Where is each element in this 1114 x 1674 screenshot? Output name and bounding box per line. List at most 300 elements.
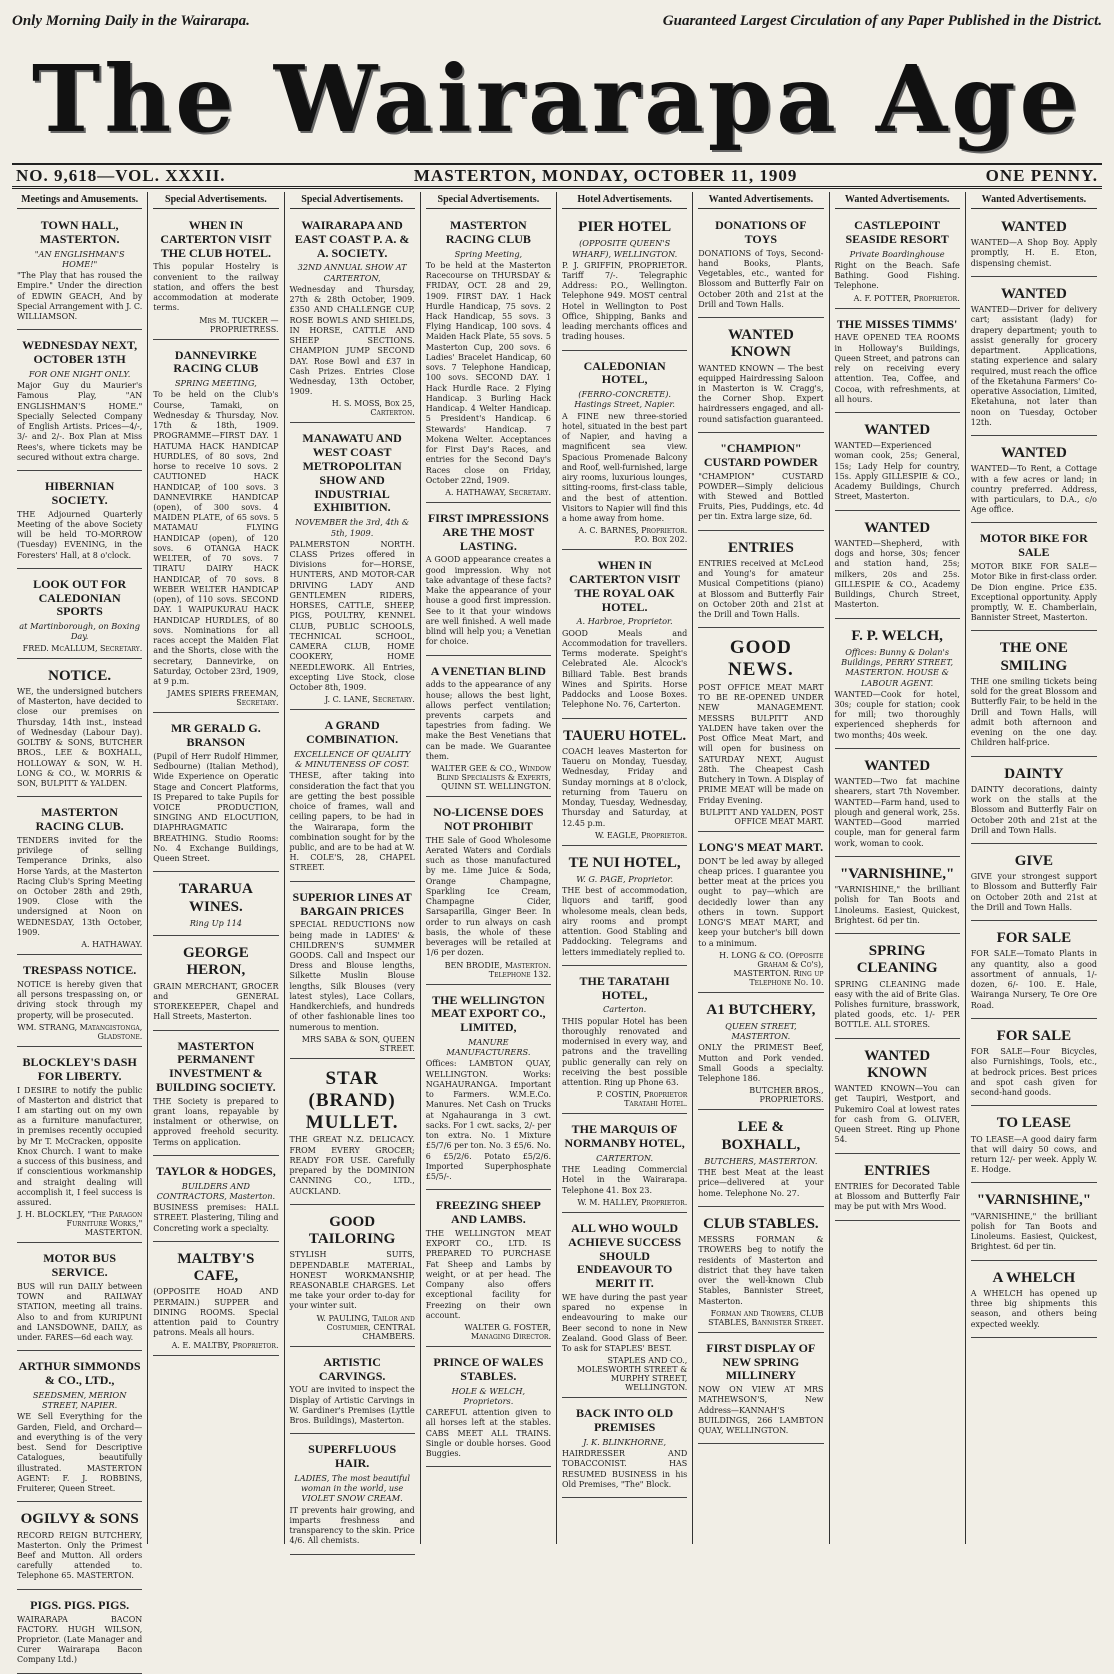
advertisement <box>835 213 960 309</box>
advertisement-body: WANTED—To Rent, a Cottage with a few acres or land; in country preferred. Address, with particulars, to D.A., c/o Age office. <box>970 464 1097 515</box>
advertisement-title: MASTERTON RACING CLUB. <box>35 805 124 834</box>
advertisement-body: WANTED KNOWN—You can get Taupiri, Westport, and Pukemiro Coal at lowest rates for cash from G. OLIVER, Queen Street. Ring up Phone 54. <box>834 1084 960 1145</box>
advertisement-subtitle: Ring Up 114 <box>189 917 243 928</box>
advertisement-title: CALEDONIAN HOTEL, <box>583 358 666 387</box>
advertisement-signature: FRED. McALLUM, Secretary. <box>22 643 143 653</box>
advertisement-body: WANTED—A Shop Boy. Apply promptly, H. E. Eton, dispensing chemist. <box>970 238 1097 268</box>
advertisement <box>153 875 278 936</box>
advertisement <box>290 1350 415 1435</box>
advertisement-body: "The Play that has roused the Empire." Under the direction of EDWIN GEACH, And by Special Arrangement with J. C. WILLIAMSON. <box>17 271 143 322</box>
advertisement-body: NOTICE is hereby given that all persons trespassing on, or driving stock through my property, will be prosecuted. <box>17 979 143 1020</box>
column-8 <box>966 192 1102 1544</box>
advertisement <box>153 1245 278 1356</box>
advertisement-title: FOR SALE <box>996 1027 1072 1044</box>
advertisement-title: GEORGE HERON, <box>182 945 249 979</box>
advertisement-signature: A. HATHAWAY. <box>81 940 143 950</box>
advertisement-title: FREEZING SHEEP AND LAMBS. <box>435 1198 541 1227</box>
advertisement-title: SUPERFLUOUS HAIR. <box>308 1442 397 1471</box>
advertisement-title: TO LEASE <box>996 1115 1072 1132</box>
advertisement-body: GIVE your strongest support to Blossom and Butterfly Fair on October 20th and 21st at the Drill and Town Halls. <box>970 872 1097 912</box>
advertisement-title: GOOD NEWS. <box>728 637 794 681</box>
advertisement <box>562 553 687 718</box>
advertisement-body: DON'T be led away by alleged cheap prices. I guarantee you better meat at the prices you ought to pay—which are decidedly lower than any others in town. Support LONG'S MEAT MART, and keep your butcher's bill down to a minimum. <box>698 856 824 948</box>
advertisement <box>835 416 960 511</box>
advertisement-signature: J. H. BLOCKLEY, "The Paragon Furniture Works," MASTERTON. <box>17 1210 143 1238</box>
advertisement-body: WAIRARAPA BACON FACTORY. HUGH WILSON, Proprietor. (Late Manager and Curer Wairarapa Bacon Company Ltd.) <box>17 1614 143 1665</box>
advertisement-title: PIER HOTEL <box>578 219 672 235</box>
advertisement <box>153 1034 278 1156</box>
advertisement <box>698 213 823 318</box>
advertisement-body: WANTED—Two fat machine shearers, start 7th November. WANTED—Farm hand, used to plough and general work, 25s. WANTED—Good married couple, man for general farm work, woman to cook. <box>834 777 960 848</box>
advertisement-body: This popular Hostelry is convenient to the railway station, and offers the best accommodation at moderate terms. <box>153 262 279 313</box>
advertisement-body: THE WELLINGTON MEAT EXPORT CO., LTD. IS PREPARED TO PURCHASE Fat Sheep and Lambs by weight, or at per head. The Company also offers exceptional facility for Freezing on their own account. <box>425 1228 551 1320</box>
advertisement-title: WANTED <box>864 421 931 438</box>
advertisement <box>698 534 823 629</box>
advertisement <box>698 1210 823 1333</box>
advertisement-body: "VARNISHINE," the brilliant polish for Tan Boots and Linoleums. Easiest, Quickest, Brightest. 6d per tin. <box>970 1211 1097 1252</box>
advertisement-subtitle: (OPPOSITE QUEEN'S WHARF), WELLINGTON. <box>571 238 678 259</box>
advertisement-body: NOW ON VIEW AT MRS MATHEWSON'S, New Address—KANNAH'S BUILDINGS, 266 LAMBTON QUAY, WELLINGTON. <box>698 1385 824 1436</box>
advertisement-title: WANTED <box>1000 445 1067 462</box>
advertisement-title: FIRST DISPLAY OF NEW SPRING MILLINERY <box>706 1340 816 1383</box>
advertisement <box>426 1350 551 1467</box>
advertisement-title: STAR (BRAND) MULLET. <box>305 1067 399 1133</box>
advertisement <box>971 1186 1097 1260</box>
advertisement <box>426 800 551 984</box>
advertisement <box>153 1159 278 1242</box>
advertisement-title: ENTRIES <box>864 1162 931 1179</box>
advertisement <box>971 1022 1097 1106</box>
advertisement-subtitle: Private Boardinghouse <box>849 248 945 259</box>
advertisement-body: FOR SALE—Tomato Plants in any quantity, also a good assortment of annuals, 1/- dozen, 6/- 100. E. Hale, Wairanga Nursery, Te Ore Ore Road. <box>970 949 1097 1010</box>
advertisement-body: THE best of accommodation, liquors and tariff, good wholesome meals, clean beds, airy rooms and prompt attention. Good Stabling and Paddocking. Telegrams and letters immediately replied to. <box>562 886 688 957</box>
advertisement-body: THE best Meat at the least price—delivered at your home. Telephone No. 27. <box>698 1168 824 1198</box>
advertisement-title: SPRING CLEANING <box>856 943 938 977</box>
advertisement-title: WANTED KNOWN <box>864 1047 931 1081</box>
advertisement <box>17 572 142 659</box>
advertisement-title: FIRST IMPRESSIONS ARE THE MOST LASTING. <box>427 511 549 553</box>
advertisement <box>698 631 823 832</box>
advertisement-title: "VARNISHINE," <box>839 865 955 882</box>
advertisement <box>971 1109 1097 1183</box>
advertisement-body: WE have during the past year spared no expense in endeavouring to make our Beer second to none in New Zealand. Good Glass of Beer. To ask for STAPLES' BEST. <box>562 1292 688 1354</box>
advertisement-body: IT prevents hair growing, and imparts freshness and transparency to the skin. Price 4/6. All chemists. <box>289 1505 415 1546</box>
advertisement <box>290 1062 415 1205</box>
advertisement-body: A WHELCH has opened up three big shipments this season, and others being expected weekly. <box>970 1288 1097 1329</box>
advertisement <box>835 860 960 934</box>
advertisement-body: A GOOD appearance creates a good impression. Why not take advantage of these facts? Make the appearance of your house a good first impression. See to it that your windows are well finished. A well made blind will help you; a Venetian for choice. <box>425 555 551 647</box>
advertisement <box>426 659 551 798</box>
advertisement <box>290 713 415 881</box>
advertisement-title: A GRAND COMBINATION. <box>306 718 399 747</box>
advertisement-signature: BEN BRODIE, Masterton. Telephone 132. <box>444 960 551 979</box>
top-taglines <box>12 6 1102 36</box>
advertisement-title: MALTBY'S CAFE, <box>177 1250 255 1285</box>
advertisement <box>290 1437 415 1554</box>
advertisement-body: FOR SALE—Four Bicycles, also Furnishings, Tools, etc., at bedrock prices. Best prices and spot cash given for second-hand goods. <box>970 1047 1097 1098</box>
advertisement-title: ALL WHO WOULD ACHIEVE SUCCESS SHOULD ENDEAVOUR TO MERIT IT. <box>568 1220 682 1291</box>
advertisement-body: I DESIRE to notify the public of Masterton and district that I am starting out on my own as a furniture manufacturer, in premises recently occupied by Mr T. McCracken, opposite Knox Church. I want to make a success of this business, and if conscientious workmanship and straight dealing will accomplish it, I feel success is assured. <box>17 1085 143 1208</box>
advertisement-signature: MRS SABA & SON, QUEEN STREET. <box>301 1034 415 1053</box>
advertisement-title: WHEN IN CARTERTON VISIT THE ROYAL OAK HOTEL. <box>569 558 681 614</box>
advertisement <box>17 1593 142 1674</box>
advertisement-title: THE MISSES TIMMS' <box>836 316 958 331</box>
advertisement-subtitle: MANURE MANUFACTURERS. <box>446 1036 531 1058</box>
advertisement-body: Offices: LAMBTON QUAY, WELLINGTON. Works: NGAHAURANGA. Important to Farmers. W.M.E.Co. Manures. Net Cash on Trucks at Ngahauranga in 3 cwt. sacks. For 1 cwt. sacks, 2/- per ton extra. No. 1 Mixture £5/7/6 per ton. No. 3 £5/6. No. 6 £5/2/6. Potato £5/2/6. Imported Superphosphate £5/5/-. <box>425 1059 551 1182</box>
advertisement-body: HAIRDRESSER AND TOBACCONIST. HAS RESUMED BUSINESS in his Old Premises, "The" Block. <box>562 1449 688 1489</box>
advertisement-signature: W. PAULING, Tailor and Costumier, CENTRAL CHAMBERS. <box>316 1313 415 1341</box>
column-4 <box>421 192 557 1544</box>
advertisement <box>698 1113 823 1206</box>
advertisement <box>17 213 142 330</box>
advertisement-subtitle: Spring Meeting, <box>454 248 523 259</box>
advertisement-title: MANAWATU AND WEST COAST METROPOLITAN SHOW AND INDUSTRIAL EXHIBITION. <box>302 431 402 515</box>
advertisement-body: WE, the undersigned butchers of Masterton, have decided to close our premises on Thursday, 14th inst., instead of Wednesday (Labour Day). GOLTBY & SONS, BUTCHER BROS., LEE & BOXHALL, HOLLOWAY & SON, W. H. LONG & CO., W. MORRIS & SON, BULPITT & YALDEN. <box>17 686 143 788</box>
advertisement-body: BUS will run DAILY between TOWN and RAILWAY STATION, meeting all trains. Also to and from KURIPUNI and LANSDOWNE, DAILY, as under. FARES—6d each way. <box>17 1281 143 1343</box>
advertisement <box>17 1354 142 1502</box>
advertisement-body: WANTED—Shepherd, with dogs and horse, 30s; fencer and station hand, 25s; milkers, 20s and 25s. GILLESPIE & CO., Academy Buildings, Church Street, Masterton. <box>834 538 960 610</box>
advertisement-body: To be held on the Club's Course, Tamaki, on Wednesday & Thursday, Nov. 17th & 18th, 1909. PROGRAMME—FIRST DAY. 1 HATUMA HACK HANDICAP HURDLES, of 80 sovs, 2nd horse to receive 10 sovs. 2 CAUTIONED HACK HANDICAP, of 100 sovs. 3 DANNEVIRKE HANDICAP (open), of 300 sovs. 4 MAIDEN PLATE, of 65 sovs. 5 MATAMAU FLYING HANDICAP (open), of 120 sovs. 6 OTANGA HACK WELTER, of 70 sovs. 7 TIRATU DAIRY HACK HANDICAP, of 70 sovs. 8 WEBER WELTER HANDICAP (open), of 110 sovs. SECOND DAY. 1 WAIPUKURAU HACK HANDICAP HURDLES, of 80 sovs. Nominations for all races accept the Maiden Flat and the Shorts, close with the secretary, Dannevirke, on Saturday, October 23rd, 1909, at 9 p.m. <box>153 390 279 686</box>
column-heading: Wanted Advertisements. <box>698 192 823 209</box>
advertisement-subtitle: LADIES, The most beautiful woman in the world, use VIOLET SNOW CREAM. <box>294 1472 410 1504</box>
advertisement-body: THE Leading Commercial Hotel in the Wairarapa. Telephone 41. Box 23. <box>562 1165 688 1195</box>
advertisement-signature: P. COSTIN, Proprietor Taratahi Hotel. <box>596 1090 688 1109</box>
advertisement <box>971 634 1097 756</box>
advertisement-body: THE Society is prepared to grant loans, repayable by instalment or otherwise, on approved freehold security. Terms on application. <box>153 1096 279 1147</box>
advertisement-body: MESSRS FORMAN & TROWERS beg to notify the residents of Masterton and district that they have taken over the well-known Club Stables, Bannister Street, Masterton. <box>698 1235 824 1306</box>
advertisement-subtitle: QUEEN STREET, MASTERTON. <box>725 1020 797 1042</box>
advertisement <box>698 996 823 1111</box>
advertisement <box>426 988 551 1191</box>
advertisement-title: OGILVY & SONS <box>20 1511 139 1528</box>
advertisement <box>562 354 687 551</box>
advertisement-title: TE NUI HOTEL, <box>568 854 681 871</box>
advertisement-body: PALMERSTON NORTH. CLASS Prizes offered in Divisions for—HORSE, HUNTERS, AND MOTOR-CAR DRIVING LADY AND GENTLEMEN RIDERS, HORSES, CATTLE, SHEEP, PIGS, POULTRY, KENNEL CLUB, PUBLIC SCHOOLS, TECHNICAL SCHOOL, CAMERA CLUB, HOME COOKERY, HOME NEEDLEWORK. All Entries, excepting Live Stock, close October 8th, 1909. <box>289 539 415 693</box>
advertisement-title: THE WELLINGTON MEAT EXPORT CO., LIMITED, <box>431 992 546 1035</box>
column-5 <box>557 192 693 1544</box>
advertisement-body: adds to the appearance of any house; allows the best light, allows perfect ventilation; prevents carpets and tapestries from fading. We make the Best Venetians that can be made. We Guarantee them. <box>425 680 551 761</box>
advertisement <box>290 885 415 1059</box>
advertisement-body: SPECIAL REDUCTIONS now being made in LADIES' & CHILDREN'S SUMMER GOODS. Call and Inspect our Dress and Blouse lengths, Silkette Muslin Blouse lengths, Silk Blouses (very latest styles), Lace Collars, Handkerchiefs, and hundreds of other fashionable lines too numerous to mention. <box>289 920 415 1032</box>
advertisement <box>562 1117 687 1213</box>
advertisement-body: RECORD REIGN BUTCHERY, Masterton. Only the Primest Beef and Mutton. All orders carefully attended to. Telephone 65. MASTERTON. <box>17 1530 143 1581</box>
advertisement-signature: WM. STRANG, Matangistonga, Gladstone. <box>17 1022 143 1041</box>
advertisement-title: WANTED <box>864 757 931 774</box>
advertisement-title: THE MARQUIS OF NORMANBY HOTEL, <box>564 1122 685 1151</box>
advertisement-title: CASTLEPOINT SEASIDE RESORT <box>845 218 949 246</box>
advertisement-subtitle: BUTCHERS, MASTERTON. <box>704 1155 818 1166</box>
advertisement-body: (OPPOSITE HOAD AND PERMAIN.) SUPPER and DINING ROOMS. Special attention paid to Country patrons. Meals all hours. <box>153 1287 279 1338</box>
advertisement <box>835 622 960 749</box>
advertisement-subtitle: at Martinborough, on Boxing Day. <box>19 621 140 642</box>
advertisement-body: WANTED—Experienced woman cook, 25s; General, 15s; Lady Help for country, 15s. Apply GILLESPIE & CO., Academy Buildings, Church Street, Masterton. <box>834 441 960 502</box>
advertisement-title: THE TARATAHI HOTEL, <box>579 973 670 1002</box>
advertisement <box>153 716 278 872</box>
advertisement <box>153 939 278 1030</box>
advertisement-body: P. J. GRIFFIN, PROPRIETOR. Tariff 7/-. Telegraphic Address: P.O., Wellington. Telephone 949. MOST central Hotel in Wellington to Post Office, Shipping, Banks and leading merchants offices and trading houses. <box>562 260 688 342</box>
advertisement <box>835 752 960 857</box>
advertisement-body: Right on the Beach. Safe Bathing. Good Fishing. Telephone. <box>834 260 960 291</box>
advertisement <box>971 760 1097 844</box>
advertisement-signature: A. E. MALTBY, Proprietor. <box>171 1340 279 1350</box>
advertisement-body: (Pupil of Herr Rudolf Himmer, Sedbourne) (Italian Method), Wide Experience on Operatic Stage and Concert Platforms, IS Prepared to take Pupils for VOICE PRODUCTION, SINGING AND ELOCUTION, DIAPHRAGMATIC BREATHING. Studio Rooms: No. 4 Exchange Buildings, Queen Street. <box>153 751 279 864</box>
advertisement-body: Major Guy du Maurier's Famous Play, "AN ENGLISHMAN'S HOME." Specially Selected Company of English Artists. Prices—4/-, 3/- and 2/-. Box Plan at Miss Rees's, where tickets may be secured without extra charge. <box>17 381 143 462</box>
advertisement <box>290 426 415 710</box>
advertisement-subtitle: SPRING MEETING, <box>174 378 257 389</box>
advertisement <box>17 800 142 955</box>
advertisement <box>562 722 687 846</box>
advertisement-body: THESE, after taking into consideration the fact that you are getting the best possible choice of frames, wall and ceiling papers, to be had in the Wairarapa, form the combination sought for by the public, and are to be had at W. H. COLE'S, 28, CHAPEL STREET. <box>289 771 415 873</box>
advertisement-subtitle: HOLE & WELCH, Proprietors. <box>451 1385 526 1406</box>
advertisement-title: FOR SALE <box>996 930 1072 947</box>
advertisement-title: DAINTY <box>1004 765 1064 782</box>
advertisement <box>426 213 551 503</box>
advertisement-title: LOOK OUT FOR CALEDONIAN SPORTS <box>33 576 127 619</box>
advertisement-subtitle: Offices: Bunny & Dolan's Buildings, PERRY STREET, MASTERTON. HOUSE & LABOUR AGENT. <box>841 646 954 688</box>
advertisement <box>17 1246 142 1351</box>
advertisement <box>17 333 142 471</box>
advertisement-title: NO-LICENSE DOES NOT PROHIBIT <box>433 805 544 833</box>
advertisement-signature: H. S. MOSS, Box 25, Carterton. <box>331 399 415 418</box>
advertisement-title: WHEN IN CARTERTON VISIT THE CLUB HOTEL. <box>160 218 272 260</box>
advertisement-title: GOOD TAILORING <box>308 1213 396 1248</box>
advertisement <box>426 506 551 656</box>
advertisement-body: DAINTY decorations, dainty work on the stalls at the Blossom and Butterfly Fair on October 20th and 21st at the Drill and Town Halls. <box>970 784 1097 835</box>
advertisement <box>835 1157 960 1221</box>
column-1 <box>12 192 148 1665</box>
advertisement-body: THE GREAT N.Z. DELICACY. FROM EVERY GROCER; READY FOR USE. Carefully prepared by the DOMINION CANNING CO., LTD., AUCKLAND. <box>289 1135 415 1196</box>
advertisement-title: NOTICE. <box>48 667 112 684</box>
advertisement <box>835 937 960 1039</box>
advertisement-columns <box>12 192 1102 1665</box>
advertisement-body: THIS popular Hotel has been thoroughly renovated and modernised in every way, and patrons and the travelling public generally can rely on receiving the best possible attention. Ring up Phone 63. <box>562 1016 688 1088</box>
advertisement-subtitle: NOVEMBER the 3rd, 4th & 5th, 1909. <box>295 517 410 538</box>
advertisement-body: A FINE new three-storied hotel, situated in the best part of Napier, and having a magnificent sea view. Spacious Promenade Balcony and Roof, well-furnished, large airy rooms, luxurious lounges, sitting-rooms, first-class table, and the best of attention. Visitors to Napier will find this a home away from home. <box>562 411 688 524</box>
advertisement-title: "VARNISHINE," <box>976 1192 1092 1209</box>
advertisement-title: HIBERNIAN SOCIETY. <box>44 478 115 507</box>
advertisement-body: STYLISH SUITS, DEPENDABLE MATERIAL, HONEST WORKMANSHIP, REASONABLE CHARGES. Let me take your order to-day for your winter suit. <box>289 1250 415 1311</box>
advertisement-signature: J. C. LANE, Secretary. <box>324 695 415 705</box>
advertisement-title: MOTOR BUS SERVICE. <box>43 1251 117 1280</box>
price: ONE PENNY. <box>985 165 1098 185</box>
column-heading: Special Advertisements. <box>426 192 551 209</box>
advertisement-title: PIGS. PIGS. PIGS. <box>30 1597 130 1612</box>
advertisement-title: DANNEVIRKE RACING CLUB <box>173 347 259 376</box>
advertisement-title: BLOCKLEY'S DASH FOR LIBERTY. <box>22 1054 137 1083</box>
advertisement-body: WE Sell Everything for the Garden, Field, and Orchard—and everything is of the very best. Send for Descriptive Catalogues, beautifully illustrated. MASTERTON AGENT: F. J. ROBBINS, Fruiterer, Queen Street. <box>17 1412 143 1494</box>
advertisement-body: POST OFFICE MEAT MART TO BE RE-OPENED UNDER NEW MANAGEMENT. MESSRS BULPITT AND YALDEN have taken over the Post Office Meat Mart, and will open for business on SATURDAY NEXT, August 28th. The Cheapest Cash Butchery in Town. A Display of PRIME MEAT will be made on Friday Evening. <box>698 683 824 805</box>
dateline: MASTERTON, MONDAY, OCTOBER 11, 1909 <box>413 165 798 185</box>
advertisement-title: WEDNESDAY NEXT, OCTOBER 13TH <box>22 338 138 367</box>
advertisement-subtitle: "AN ENGLISHMAN'S HOME!" <box>34 248 125 269</box>
advertisement-body: ONLY the PRIMEST Beef, Mutton and Pork vended. Small Goods a specialty. Telephone 186. <box>698 1043 824 1084</box>
advertisement <box>17 1505 142 1589</box>
advertisement-body: To be held at the Masterton Racecourse on THURSDAY & FRIDAY, OCT. 28 and 29, 1909. FIRST DAY. 1 Hack Hurdle Handicap, 75 sovs. 2 Hack Handicap, 55 sovs. 3 Flying Handicap, 100 sovs. 4 Maiden Hack Plate, 55 sovs. 5 Masterton Cup, 200 sovs. 6 Ladies' Bracelet Handicap, 60 sovs. 7 Telephone Handicap, 100 sovs. SECOND DAY. 1 Hack Hurdle Race. 2 Flying Handicap. 3 Burling Hack Handicap. 4 Welter Handicap. 5 President's Handicap. 6 Stewards' Handicap. 7 Mokena Welter. Acceptances for First Day's Races, and entries for the Second Day's Races close on Friday, October 22nd, 1909. <box>425 260 551 485</box>
advertisement-title: TRESPASS NOTICE. <box>23 963 137 978</box>
advertisement-title: MR GERALD G. BRANSON <box>171 721 261 749</box>
advertisement-body: CAREFUL attention given to all horses left at the stables. CABS MEET ALL TRAINS. Single or double horses. Good Buggies. <box>425 1408 551 1459</box>
advertisement-title: "CHAMPION" CUSTARD POWDER <box>703 440 818 469</box>
advertisement <box>698 1336 823 1445</box>
advertisement <box>562 213 687 351</box>
masthead <box>12 34 1102 164</box>
dateline-bar <box>12 163 1102 189</box>
advertisement-body: ENTRIES for Decorated Table at Blossom and Butterfly Fair may be put with Mrs Wood. <box>834 1181 960 1212</box>
advertisement-signature: A. C. BARNES, Proprietor. P.O. Box 202. <box>578 526 688 545</box>
advertisement-title: A1 BUTCHERY, <box>706 1001 816 1018</box>
advertisement-title: MASTERTON RACING CLUB <box>445 218 531 246</box>
advertisement-body: BUSINESS premises: HALL STREET. Plastering, Tiling and Concreting work a specialty. <box>153 1203 279 1233</box>
advertisement-signature: W. EAGLE, Proprietor. <box>594 830 688 840</box>
advertisement-body: GOOD Meals and Accommodation for travellers. Terms moderate. Speight's Celebrated Ale. Alcock's Billiard Table. Best brands Wines and Spirits. Horse Paddocks and Loose Boxes. Telephone No. 76, Carterton. <box>562 628 688 710</box>
column-3 <box>285 192 421 1544</box>
advertisement-body: "CHAMPION" CUSTARD POWDER—Simply delicious with Stewed and Bottled Fruits, Pies, Puddings, etc. 4d per tin. Extra large size, 6d. <box>698 471 824 522</box>
advertisement-body: WANTED KNOWN — The best equipped Hairdressing Saloon in Masterton is W. Cragg's, the Corner Shop. Expert hairdressers engaged, and all-round satisfaction guaranteed. <box>698 363 824 424</box>
advertisement-title: PRINCE OF WALES STABLES. <box>433 1354 544 1383</box>
column-heading: Wanted Advertisements. <box>971 192 1097 209</box>
advertisement-body: MOTOR BIKE FOR SALE—Motor Bike in first-class order. De Dion engine. Price £35. Exceptional opportunity. Apply promptly, W. E. Chamberlain, Bannister Street, Masterton. <box>970 562 1097 623</box>
advertisement-signature: A. F. POTTER, Proprietor. <box>853 293 960 303</box>
column-heading: Hotel Advertisements. <box>562 192 687 209</box>
advertisement-title: TARARUA WINES. <box>178 881 253 915</box>
advertisement-title: WANTED KNOWN <box>727 327 794 361</box>
advertisement-signature: JAMES SPIERS FREEMAN, Secretary. <box>167 689 279 708</box>
advertisement-body: SPRING CLEANING made easy with the aid of Brite Glas. Polishes furniture, brasswork, plated goods, etc. 1/- PER BOTTLE. ALL STORES. <box>834 979 960 1030</box>
advertisement-signature: W. M. HALLEY, Proprietor. <box>577 1197 688 1207</box>
advertisement-subtitle: Carterton. <box>603 1004 647 1015</box>
advertisement-subtitle: W. G. PAGE, Proprietor. <box>576 873 674 884</box>
advertisement-body: HAVE OPENED TEA ROOMS in Holloway's Buildings, Queen Street, and patrons can rely on receiving every attention. Tea, Coffee, and Cocoa, with refreshments, at all hours. <box>834 333 960 404</box>
column-heading: Meetings and Amusements. <box>17 192 142 209</box>
advertisement-body: DONATIONS of Toys, Second-hand Books, Plants, Vegetables, etc., wanted for Blossom and Butterfly Fair on October 20th and 21st at the Drill and Town Halls. <box>698 248 824 309</box>
advertisement <box>426 1193 551 1347</box>
column-7 <box>830 192 966 1544</box>
advertisement-subtitle: BUILDERS AND CONTRACTORS, Masterton. <box>156 1180 276 1201</box>
advertisement-title: WANTED <box>1000 219 1067 235</box>
advertisement-title: WANTED <box>864 519 931 536</box>
advertisement-signature: BUTCHER BROS., PROPRIETORS. <box>749 1086 824 1105</box>
advertisement-title: LONG'S MEAT MART. <box>698 839 824 854</box>
advertisement <box>17 1050 142 1243</box>
advertisement <box>698 321 823 433</box>
advertisement-signature: WALTER GEE & CO., Window Blind Specialists & Experts, QUINN ST. WELLINGTON. <box>431 764 551 792</box>
advertisement <box>971 924 1097 1019</box>
column-6 <box>693 192 829 1544</box>
advertisement-title: CLUB STABLES. <box>703 1215 819 1232</box>
advertisement-body: GRAIN MERCHANT, GROCER and GENERAL STOREKEEPER, Chapel and Hall Streets, Masterton. <box>153 981 279 1022</box>
advertisement-body: TENDERS invited for the privilege of selling Temperance Drinks, also Horse Yards, at the Masterton Racing Club's Spring Meeting on October 28th and 29th, 1909. Close with the undersigned at Noon on WEDNESDAY, 13th October, 1909. <box>17 835 143 937</box>
column-heading: Wanted Advertisements. <box>835 192 960 209</box>
advertisement <box>698 835 823 993</box>
advertisement-body: YOU are invited to inspect the Display of Artistic Carvings in W. Gardiner's Premises (Lyttle Bros. Buildings), Masterton. <box>289 1385 415 1426</box>
advertisement-signature: BULPITT AND YALDEN, POST OFFICE MEAT MART. <box>699 807 824 826</box>
advertisement-body: Wednesday and Thursday, 27th & 28th October, 1909. £350 AND CHALLENGE CUP, ROSE BOWLS AND SHIELDS, IN HORSE, CATTLE AND SHEEP SECTIONS. CHAMPION JUMP SECOND DAY. Rose Bowl and £37 in Cash Prizes. Entries Close Wednesday, 13th October, 1909. <box>289 284 415 397</box>
advertisement-title: ARTHUR SIMMONDS & CO., LTD., <box>18 1359 141 1388</box>
advertisement-title: MASTERTON PERMANENT INVESTMENT & BUILDING SOCIETY. <box>156 1038 276 1094</box>
column-heading: Special Advertisements. <box>290 192 415 209</box>
advertisement <box>562 1216 687 1398</box>
advertisement-signature: WALTER G. FOSTER, Managing Director. <box>464 1322 551 1341</box>
advertisement-signature: STAPLES AND CO., MOLESWORTH STREET & MURPHY STREET, WELLINGTON. <box>576 1356 688 1393</box>
advertisement-body: COACH leaves Masterton for Taueru on Monday, Tuesday, Wednesday, Friday and Sunday mornings at 8 o'clock, returning from Taueru on Monday, Tuesday, Wednesday, Thursday and Saturday, at 12.45 p.m. <box>562 746 688 828</box>
advertisement-title: TAUERU HOTEL. <box>563 727 687 744</box>
advertisement <box>971 847 1097 921</box>
advertisement <box>698 436 823 531</box>
advertisement-title: A WHELCH <box>992 1269 1076 1286</box>
advertisement-body: ENTRIES received at McLeod and Young's for amateur Musical Competitions (piano) at Blossom and Butterfly Fair on October 20th and 21st at the Drill and Town Halls. <box>698 558 824 620</box>
advertisement-title: WAIRARAPA AND EAST COAST P. A. & A. SOCIETY. <box>294 218 410 260</box>
advertisement-subtitle: FOR ONE NIGHT ONLY. <box>28 368 131 379</box>
issue-number: NO. 9,618—VOL. XXXII. <box>16 165 226 185</box>
right-tagline: Guaranteed Largest Circulation of any Paper Published in the District. <box>662 12 1102 29</box>
advertisement-body: THE Adjourned Quarterly Meeting of the above Society will be held TO-MORROW (Tuesday) EVENING, in the Foresters' Hall, at 8 o'clock. <box>17 509 143 560</box>
advertisement-title: ARTISTIC CARVINGS. <box>318 1354 386 1383</box>
advertisement-title: TOWN HALL, MASTERTON. <box>39 218 120 246</box>
advertisement-title: MOTOR BIKE FOR SALE <box>979 531 1088 560</box>
advertisement-body: WANTED—Driver for delivery cart; assistant (lady) for drapery department; youth to assist generally for grocery department. Applications, stating experience and salary required, must reach the office of the Eketahuna Farmers' Co-operative Association, Limited, Eketahuna, not later than noon on Tuesday, October 12th. <box>970 305 1097 427</box>
advertisement <box>971 1264 1097 1338</box>
column-2 <box>148 192 284 1544</box>
advertisement <box>290 1208 415 1347</box>
advertisement-subtitle: 32ND ANNUAL SHOW AT CARTERTON, <box>297 262 407 283</box>
advertisement <box>153 213 278 340</box>
advertisement-title: DONATIONS OF TOYS <box>715 218 807 246</box>
advertisement-title: GIVE <box>1014 853 1054 869</box>
advertisement-body: THE one smiling tickets being sold for the great Blossom and Butterfly Fair, to be held in the Drill and Town Halls, will admit both afternoon and evening on the one day. Children half-price. <box>970 676 1097 748</box>
advertisement <box>971 280 1097 436</box>
advertisement <box>971 439 1097 523</box>
advertisement <box>971 526 1097 631</box>
advertisement <box>290 213 415 423</box>
advertisement <box>17 958 142 1047</box>
advertisement-body: WANTED—Cook for hotel, 30s; couple for station; cook for mill; two thoroughly experienced shepherds for two months; 40s week. <box>834 689 960 740</box>
advertisement-body: THE Sale of Good Wholesome Aerated Waters and Cordials such as those manufactured by me. Lime Juice & Soda, Orange Champagne, Sparkling Ice Cream, Champagne Cider, Sarsaparilla, Ginger Beer. In order to run always on cash basis, the whole of these beverages will be retailed at 1/6 per dozen. <box>425 835 551 958</box>
advertisement-title: A VENETIAN BLIND <box>430 663 546 678</box>
column-heading: Special Advertisements. <box>153 192 278 209</box>
advertisement-subtitle: J. K. BLINKHORNE, <box>583 1436 667 1447</box>
advertisement <box>835 1042 960 1154</box>
advertisement-signature: Forman and Trowers, CLUB STABLES, Bannister Street. <box>708 1308 824 1327</box>
advertisement-title: SUPERIOR LINES AT BARGAIN PRICES <box>292 889 412 918</box>
left-tagline: Only Morning Daily in the Wairarapa. <box>12 12 250 29</box>
advertisement-subtitle: EXCELLENCE OF QUALITY & MINUTENESS OF COST. <box>293 748 411 770</box>
advertisement-subtitle: SEEDSMEN, MERION STREET, NAPIER. <box>32 1389 127 1411</box>
advertisement <box>971 213 1097 277</box>
advertisement <box>562 1401 687 1498</box>
advertisement-subtitle: CARTERTON. <box>596 1152 654 1163</box>
advertisement-signature: A. HATHAWAY, Secretary. <box>445 488 551 497</box>
advertisement-subtitle: A. Harbroe, Proprietor. <box>576 616 673 627</box>
advertisement-title: WANTED <box>1000 285 1067 302</box>
masthead-title: The Wairarapa Age <box>31 45 1083 153</box>
advertisement-body: TO LEASE—A good dairy farm that will dairy 50 cows, and return 12/- per week. Apply W. E. Hodge. <box>970 1134 1097 1175</box>
advertisement-title: THE ONE SMILING <box>999 640 1068 674</box>
advertisement-title: BACK INTO OLD PREMISES <box>576 1406 674 1435</box>
advertisement <box>835 312 960 413</box>
advertisement-subtitle: (FERRO-CONCRETE). Hastings Street, Napier. <box>574 389 676 410</box>
advertisement <box>17 474 142 569</box>
advertisement-signature: H. LONG & CO. (Opposite Graham & Co's), MASTERTON. Ring up Telephone No. 10. <box>719 950 824 987</box>
advertisement-title: LEE & BOXHALL, <box>721 1119 801 1153</box>
advertisement <box>153 343 278 714</box>
advertisement-body: "VARNISHINE," the brilliant polish for Tan Boots and Linoleums. Easiest, Quickest, Brightest. 6d per tin. <box>834 885 960 925</box>
advertisement-title: ENTRIES <box>727 539 794 556</box>
advertisement <box>17 662 142 798</box>
advertisement <box>835 514 960 619</box>
advertisement <box>562 849 687 966</box>
advertisement <box>562 969 687 1114</box>
advertisement-title: F. P. WELCH, <box>851 627 943 644</box>
